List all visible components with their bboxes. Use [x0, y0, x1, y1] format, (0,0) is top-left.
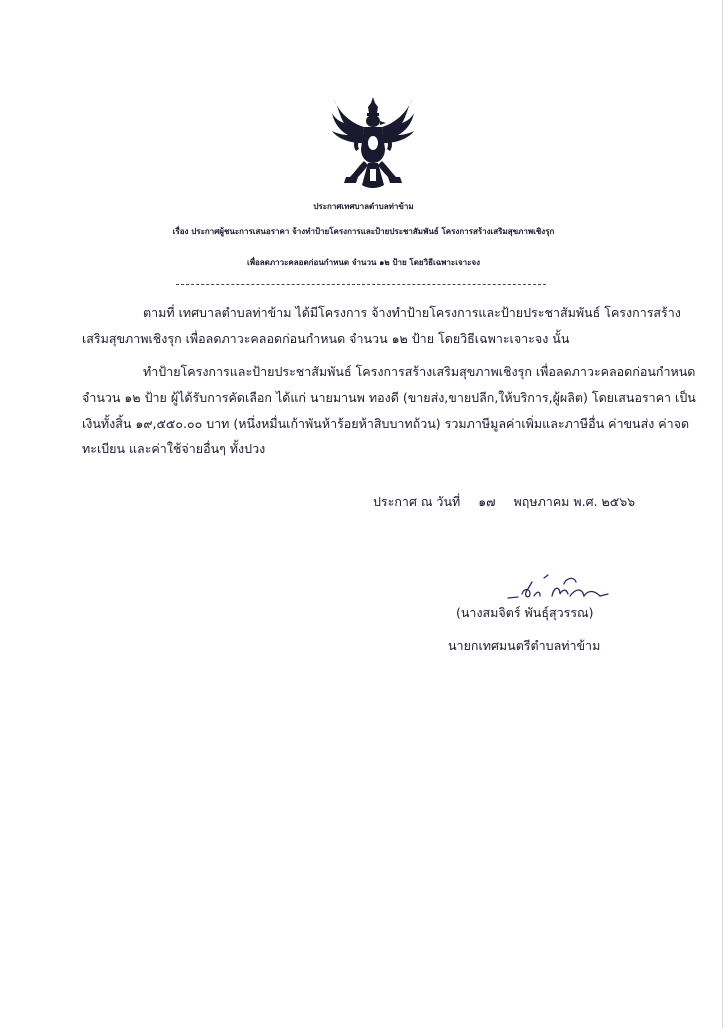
paragraph-2-line-3: เงินทั้งสิ้น ๑๙,๕๕๐.๐๐ บาท (หนึ่งหมื่นเก้าพันห้าร้อยห้าสิบบาทถ้วน) รวมภาษีมูลค่าเพิ่มและภาษีอื่น ค่าขนส่ง ค่าจด [82, 416, 690, 431]
announcement-subject-line-1: เรื่อง ประกาศผู้ชนะการเสนอราคา จ้างทำป้ายโครงการและป้ายประชาสัมพันธ์ โครงการสร้างเสริมสุขภาพเชิงรุก [172, 227, 555, 236]
date-month-year: พฤษภาคม พ.ศ. ๒๕๖๖ [513, 494, 636, 509]
paragraph-1-line-2: เสริมสุขภาพเชิงรุก เพื่อลดภาวะคลอดก่อนกำหนด จำนวน ๑๒ ป้าย โดยวิธีเฉพาะเจาะจง นั้น [82, 331, 570, 346]
date-prefix: ประกาศ ณ วันที่ [373, 494, 461, 509]
page-edge [722, 0, 723, 1028]
garuda-emblem-icon [328, 93, 418, 193]
handwritten-signature [504, 570, 614, 606]
date-day: ๑๗ [478, 494, 496, 509]
signatory-position: นายกเทศมนตรีตำบลท่าข้าม [448, 638, 601, 653]
paragraph-2-line-4: ทะเบียน และค่าใช้จ่ายอื่นๆ ทั้งปวง [82, 441, 266, 456]
announcement-office: ประกาศเทศบาลตำบลท่าข้าม [313, 202, 414, 211]
paragraph-2-line-2: จำนวน ๑๒ ป้าย ผู้ได้รับการคัดเลือก ได้แก่ นายมานพ ทองดี (ขายส่ง,ขายปลีก,ให้บริการ,ผู้ผลิต) โดยเสนอราคา เป็น [82, 390, 696, 405]
paragraph-1-line-1: ตามที่ เทศบาลตำบลท่าข้าม ได้มีโครงการ จ้างทำป้ายโครงการและป้ายประชาสัมพันธ์ โครงการสร้าง [143, 305, 681, 320]
signatory-name: (นางสมจิตร์ พันธุ์สุวรรณ) [456, 605, 594, 620]
announcement-subject-line-2: เพื่อลดภาวะคลอดก่อนกำหนด จำนวน ๑๒ ป้าย โดยวิธีเฉพาะเจาะจง [246, 258, 481, 267]
paragraph-2-line-1: ทำป้ายโครงการและป้ายประชาสัมพันธ์ โครงการสร้างเสริมสุขภาพเชิงรุก เพื่อลดภาวะคลอดก่อนกำหนด [143, 364, 696, 379]
dashed-separator [176, 284, 546, 285]
announcement-date [373, 493, 635, 511]
